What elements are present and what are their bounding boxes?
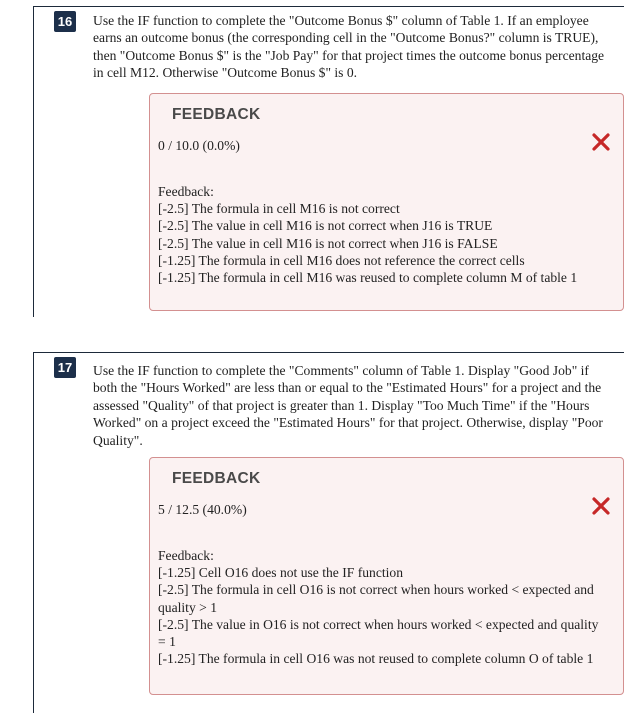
feedback-score: 5 / 12.5 (40.0%) <box>158 502 247 517</box>
feedback-line: [-2.5] The value in O16 is not correct when hours worked < expected and quality = 1 <box>158 616 599 650</box>
feedback-line: [-1.25] The formula in cell O16 was not reused to complete column O of table 1 <box>158 651 594 667</box>
feedback-line: [-2.5] The formula in cell O16 is not correct when hours worked < expected and quality > 1 <box>158 582 594 615</box>
close-icon <box>591 496 611 516</box>
feedback-panel <box>149 93 624 311</box>
feedback-score: 0 / 10.0 (0.0%) <box>158 138 240 153</box>
feedback-label: Feedback: <box>158 184 214 199</box>
feedback-line: [-2.5] The value in cell M16 is not correct when J16 is FALSE <box>158 235 498 251</box>
feedback-line: [-2.5] The value in cell M16 is not correct when J16 is TRUE <box>158 218 493 234</box>
feedback-line: [-1.25] Cell O16 does not use the IF function <box>158 565 404 581</box>
feedback-line: [-1.25] The formula in cell M16 does not reference the correct cells <box>158 252 525 268</box>
question-number-badge: 16 <box>54 11 76 32</box>
question-16 <box>33 6 624 317</box>
feedback-title: FEEDBACK <box>172 470 261 487</box>
feedback-panel <box>149 457 624 695</box>
question-number-badge: 17 <box>54 357 76 378</box>
question-text: Use the IF function to complete the "Outcome Bonus $" column of Table 1. If an employee earns an outcome bonus (the corresponding cell in the "Outcome Bonus?" column is TRUE), then "Outcome Bonus $" is the "Job Pay" for that project times the outcome bonus percentage in cell M12. Otherwise "Outcome Bonus $" is 0. <box>93 13 605 81</box>
feedback-line: [-2.5] The formula in cell M16 is not correct <box>158 201 400 217</box>
close-icon <box>591 132 611 152</box>
feedback-line: [-1.25] The formula in cell M16 was reused to complete column M of table 1 <box>158 270 578 286</box>
question-17 <box>33 352 624 713</box>
feedback-body <box>158 183 608 286</box>
feedback-body <box>158 547 608 667</box>
feedback-label: Feedback: <box>158 548 214 563</box>
question-text: Use the IF function to complete the "Comments" column of Table 1. Display "Good Job" if both the "Hours Worked" are less than or equal to the "Estimated Hours" for a project and the assessed "Quality" of that project is greater than 1. Display "Too Much Time" if the "Hours Worked" on a project exceed the "Estimated Hours" for that project. Otherwise, display "Poor Quality". <box>93 363 603 448</box>
feedback-title: FEEDBACK <box>172 106 261 123</box>
